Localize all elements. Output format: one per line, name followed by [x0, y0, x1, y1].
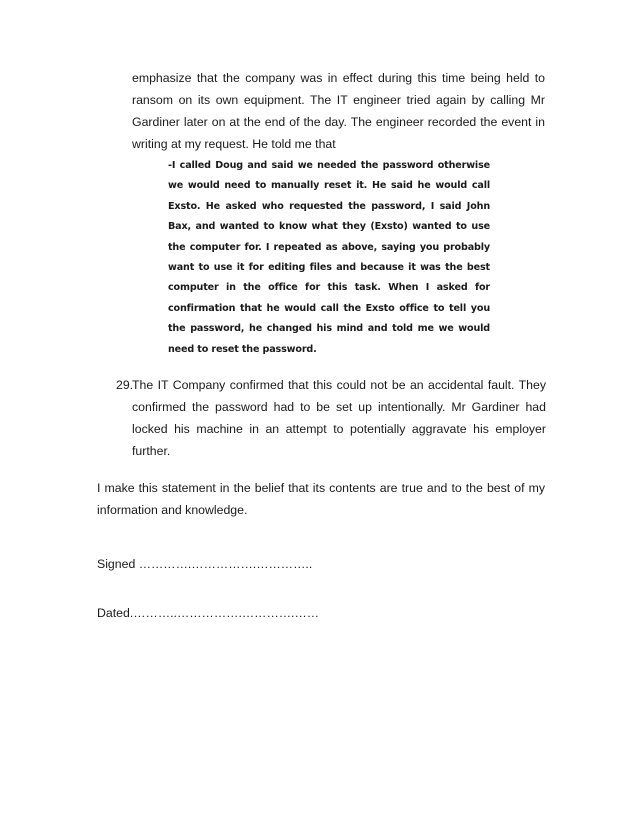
statement-of-truth: I make this statement in the belief that its contents are true and to the best of my information and knowledge. [97, 481, 545, 517]
continuation-paragraph: emphasize that the company was in effect during this time being held to ransom on its own equipment. The IT engineer tried again by calling Mr Gardiner later on at the end of the day. The engineer recorded the event in writing at my request. He told me that [132, 71, 545, 151]
signed-line: Signed ………….…………….………….. [97, 557, 313, 571]
paragraph-number: 29. [116, 378, 134, 392]
paragraph-text: The IT Company confirmed that this could not be an accidental fault. They confirmed the password had to be set up intentionally. Mr Gardiner had locked his machine in an attempt to potentially aggravate his employer further. [132, 378, 546, 458]
quoted-statement: -I called Doug and said we needed the password otherwise we would need to manually reset it. He said he would call Exsto. He asked who requested the password, I said John Bax, and wanted to know what they (Exsto) wanted to use the computer for. I repeated as above, saying you probably want to use it for editing files and because it was the best computer in the office for this task. When I asked for confirmation that he would call the Exsto office to tell you the password, he changed his mind and told me we would need to reset the password. [168, 160, 490, 355]
dated-line: Dated.………..…………….………….…… [97, 606, 320, 620]
